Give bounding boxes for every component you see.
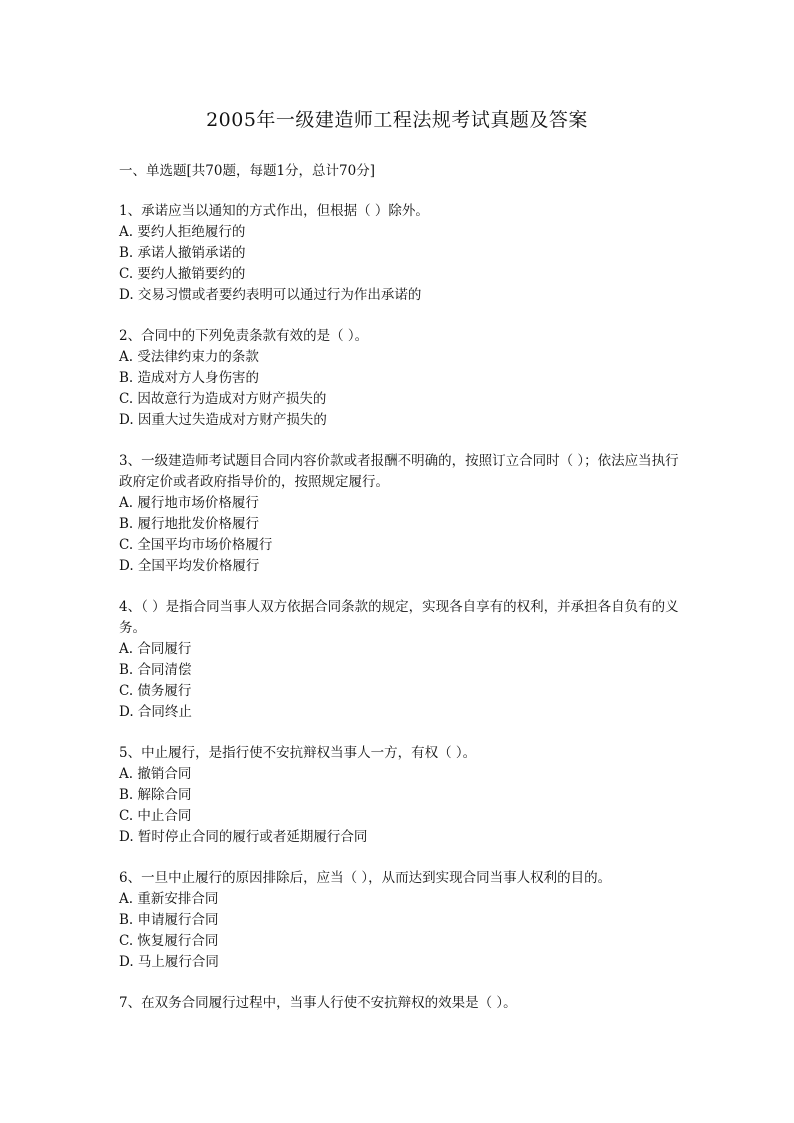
option-d: D. 暂时停止合同的履行或者延期履行合同 <box>119 829 368 845</box>
question-item <box>119 201 679 306</box>
question-item <box>119 451 679 577</box>
question-item <box>119 326 679 431</box>
option-d: D. 马上履行合同 <box>119 954 219 970</box>
question-stem: 2、合同中的下列免责条款有效的是（ ）。 <box>119 328 369 344</box>
option-b: B. 履行地批发价格履行 <box>119 516 260 532</box>
option-d: D. 交易习惯或者要约表明可以通过行为作出承诺的 <box>119 287 422 303</box>
option-a: A. 撤销合同 <box>119 766 192 782</box>
option-b: B. 申请履行合同 <box>119 912 219 928</box>
question-stem: 3、一级建造师考试题目合同内容价款或者报酬不明确的，按照订立合同时（ ）；依法应当执行政府定价或者政府指导价的，按照规定履行。 <box>119 453 679 490</box>
option-c: C. 恢复履行合同 <box>119 933 219 949</box>
option-c: C. 全国平均市场价格履行 <box>119 537 273 553</box>
question-stem: 6、一旦中止履行的原因排除后，应当（ ），从而达到实现合同当事人权利的目的。 <box>119 870 612 886</box>
option-a: A. 重新安排合同 <box>119 891 219 907</box>
option-c: C. 因故意行为造成对方财产损失的 <box>119 391 327 407</box>
question-item <box>119 993 679 1014</box>
question-item <box>119 597 679 723</box>
option-a: A. 履行地市场价格履行 <box>119 495 259 511</box>
question-item <box>119 868 679 973</box>
option-d: D. 全国平均发价格履行 <box>119 558 260 574</box>
option-d: D. 合同终止 <box>119 704 192 720</box>
question-item <box>119 743 679 848</box>
option-c: C. 债务履行 <box>119 683 192 699</box>
question-stem: 5、中止履行，是指行使不安抗辩权当事人一方，有权（ ）。 <box>119 745 477 761</box>
question-list <box>119 201 679 1034</box>
option-c: C. 中止合同 <box>119 808 192 824</box>
option-b: B. 解除合同 <box>119 787 192 803</box>
option-a: A. 受法律约束力的条款 <box>119 349 259 365</box>
question-stem: 1、承诺应当以通知的方式作出，但根据（ ）除外。 <box>119 203 429 219</box>
question-stem: 7、在双务合同履行过程中，当事人行使不安抗辩权的效果是（ ）。 <box>119 995 517 1011</box>
option-a: A. 要约人拒绝履行的 <box>119 224 246 240</box>
option-b: B. 造成对方人身伤害的 <box>119 370 260 386</box>
option-b: B. 承诺人撤销承诺的 <box>119 245 246 261</box>
option-a: A. 合同履行 <box>119 641 192 657</box>
option-b: B. 合同清偿 <box>119 662 192 678</box>
option-c: C. 要约人撤销要约的 <box>119 266 246 282</box>
page-title: 2005年一级建造师工程法规考试真题及答案 <box>206 109 588 131</box>
question-stem: 4、（ ）是指合同当事人双方依据合同条款的规定，实现各自享有的权利，并承担各自负有的义务。 <box>119 599 679 636</box>
section-heading: 一、单选题[共70题，每题1分，总计70分] <box>119 163 375 179</box>
option-d: D. 因重大过失造成对方财产损失的 <box>119 412 327 428</box>
